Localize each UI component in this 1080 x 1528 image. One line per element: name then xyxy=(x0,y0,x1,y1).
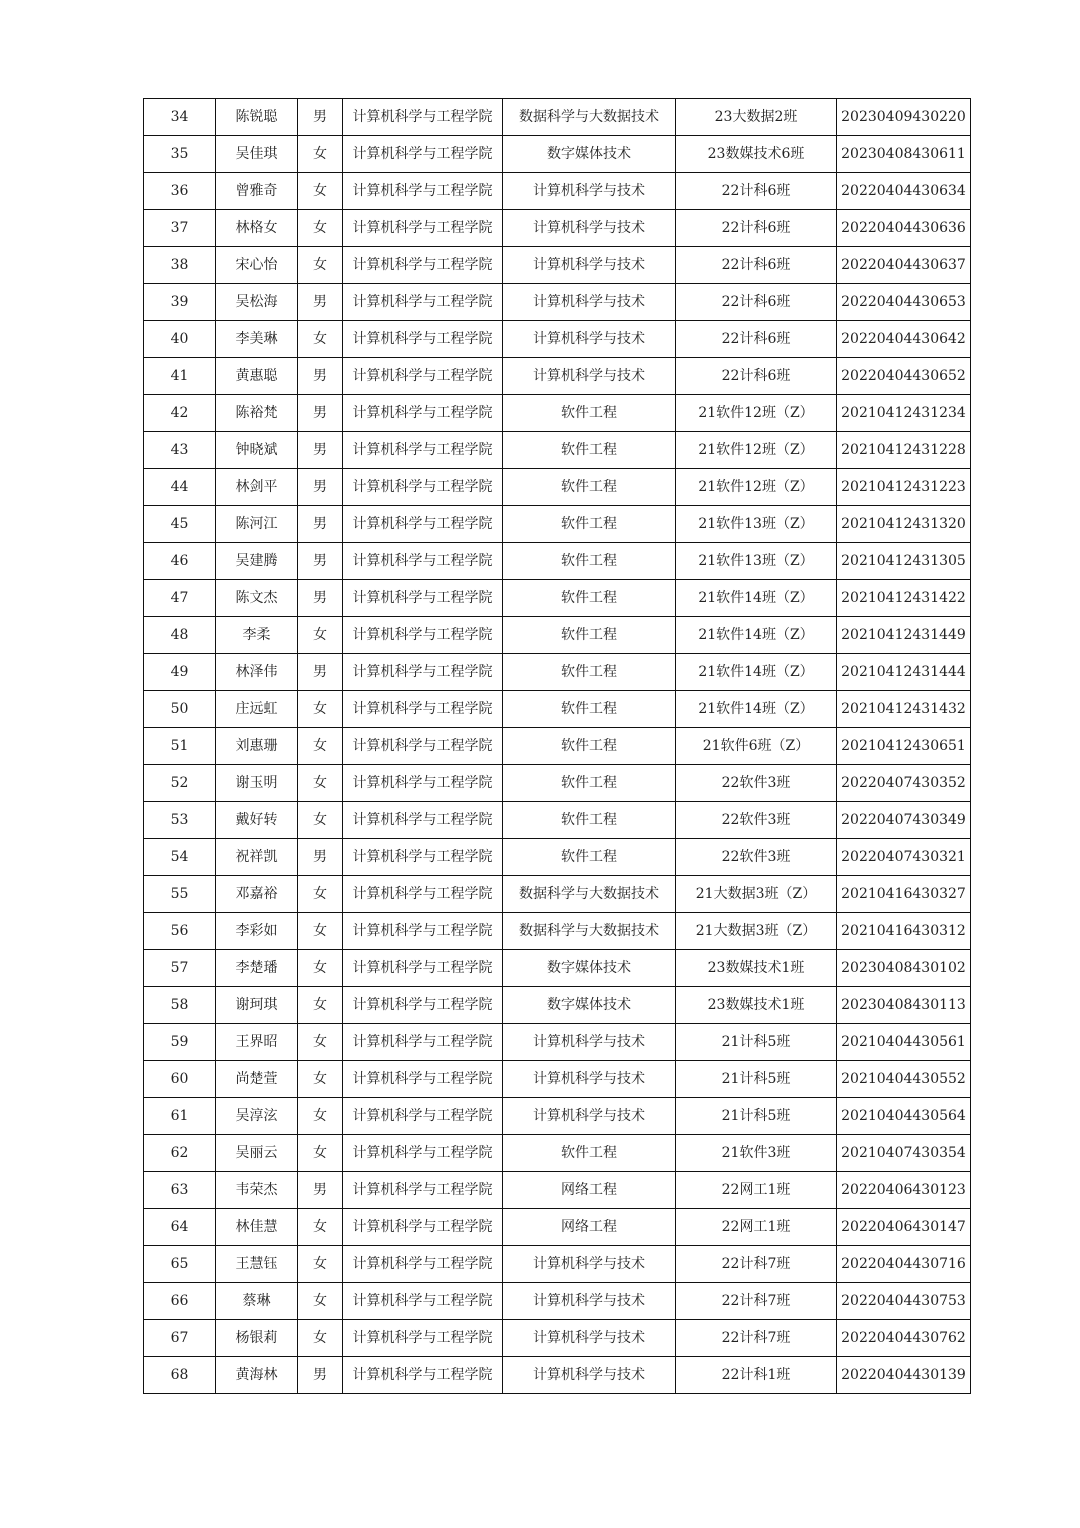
table-row xyxy=(144,210,971,247)
student-id-cell: 20210407430354 xyxy=(837,1135,971,1172)
gender-cell: 男 xyxy=(298,395,343,432)
class-name-cell: 22计科7班 xyxy=(676,1283,837,1320)
college-cell: 计算机科学与工程学院 xyxy=(343,136,503,173)
gender-cell: 男 xyxy=(298,469,343,506)
table-row xyxy=(144,802,971,839)
table-row xyxy=(144,691,971,728)
table-row xyxy=(144,1357,971,1394)
table-row xyxy=(144,728,971,765)
table-row xyxy=(144,580,971,617)
class-name-cell: 22计科7班 xyxy=(676,1320,837,1357)
student-name-cell: 林格女 xyxy=(216,210,298,247)
row-number-cell: 37 xyxy=(144,210,216,247)
major-cell: 软件工程 xyxy=(503,839,676,876)
table-row xyxy=(144,247,971,284)
gender-cell: 女 xyxy=(298,876,343,913)
row-number-cell: 64 xyxy=(144,1209,216,1246)
class-name-cell: 21大数据3班（Z） xyxy=(676,876,837,913)
class-name-cell: 21软件12班（Z） xyxy=(676,432,837,469)
row-number-cell: 54 xyxy=(144,839,216,876)
student-name-cell: 戴好转 xyxy=(216,802,298,839)
row-number-cell: 34 xyxy=(144,99,216,136)
class-name-cell: 22软件3班 xyxy=(676,765,837,802)
student-id-cell: 20220404430716 xyxy=(837,1246,971,1283)
major-cell: 软件工程 xyxy=(503,654,676,691)
student-id-cell: 20220404430139 xyxy=(837,1357,971,1394)
table-row xyxy=(144,876,971,913)
row-number-cell: 65 xyxy=(144,1246,216,1283)
table-row xyxy=(144,173,971,210)
row-number-cell: 40 xyxy=(144,321,216,358)
student-id-cell: 20220404430642 xyxy=(837,321,971,358)
row-number-cell: 67 xyxy=(144,1320,216,1357)
student-id-cell: 20210412431228 xyxy=(837,432,971,469)
class-name-cell: 22计科7班 xyxy=(676,1246,837,1283)
major-cell: 计算机科学与技术 xyxy=(503,247,676,284)
college-cell: 计算机科学与工程学院 xyxy=(343,1024,503,1061)
class-name-cell: 21计科5班 xyxy=(676,1024,837,1061)
row-number-cell: 43 xyxy=(144,432,216,469)
major-cell: 软件工程 xyxy=(503,617,676,654)
major-cell: 软件工程 xyxy=(503,395,676,432)
row-number-cell: 62 xyxy=(144,1135,216,1172)
student-name-cell: 李彩如 xyxy=(216,913,298,950)
gender-cell: 男 xyxy=(298,358,343,395)
table-row xyxy=(144,99,971,136)
student-id-cell: 20220404430634 xyxy=(837,173,971,210)
class-name-cell: 21软件12班（Z） xyxy=(676,395,837,432)
row-number-cell: 36 xyxy=(144,173,216,210)
major-cell: 计算机科学与技术 xyxy=(503,1283,676,1320)
row-number-cell: 53 xyxy=(144,802,216,839)
row-number-cell: 38 xyxy=(144,247,216,284)
student-name-cell: 王界昭 xyxy=(216,1024,298,1061)
table-row xyxy=(144,654,971,691)
college-cell: 计算机科学与工程学院 xyxy=(343,1320,503,1357)
student-id-cell: 20210412431432 xyxy=(837,691,971,728)
table-row xyxy=(144,913,971,950)
row-number-cell: 41 xyxy=(144,358,216,395)
student-name-cell: 曾雅奇 xyxy=(216,173,298,210)
class-name-cell: 22网工1班 xyxy=(676,1172,837,1209)
student-name-cell: 林剑平 xyxy=(216,469,298,506)
student-id-cell: 20230408430102 xyxy=(837,950,971,987)
student-id-cell: 20230409430220 xyxy=(837,99,971,136)
class-name-cell: 21软件13班（Z） xyxy=(676,543,837,580)
gender-cell: 女 xyxy=(298,1024,343,1061)
student-name-cell: 邓嘉裕 xyxy=(216,876,298,913)
major-cell: 数字媒体技术 xyxy=(503,136,676,173)
student-name-cell: 林泽伟 xyxy=(216,654,298,691)
student-name-cell: 陈文杰 xyxy=(216,580,298,617)
student-name-cell: 李柔 xyxy=(216,617,298,654)
class-name-cell: 22计科6班 xyxy=(676,358,837,395)
table-row xyxy=(144,358,971,395)
student-id-cell: 20210412431320 xyxy=(837,506,971,543)
gender-cell: 女 xyxy=(298,691,343,728)
row-number-cell: 52 xyxy=(144,765,216,802)
row-number-cell: 63 xyxy=(144,1172,216,1209)
table-row xyxy=(144,987,971,1024)
college-cell: 计算机科学与工程学院 xyxy=(343,432,503,469)
student-id-cell: 20210412430651 xyxy=(837,728,971,765)
table-row xyxy=(144,506,971,543)
gender-cell: 女 xyxy=(298,1320,343,1357)
student-id-cell: 20210416430312 xyxy=(837,913,971,950)
college-cell: 计算机科学与工程学院 xyxy=(343,1283,503,1320)
gender-cell: 女 xyxy=(298,987,343,1024)
major-cell: 计算机科学与技术 xyxy=(503,284,676,321)
class-name-cell: 22计科6班 xyxy=(676,247,837,284)
student-id-cell: 20220404430653 xyxy=(837,284,971,321)
class-name-cell: 22计科6班 xyxy=(676,210,837,247)
student-id-cell: 20210412431444 xyxy=(837,654,971,691)
row-number-cell: 48 xyxy=(144,617,216,654)
student-name-cell: 庄远虹 xyxy=(216,691,298,728)
student-name-cell: 韦荣杰 xyxy=(216,1172,298,1209)
row-number-cell: 42 xyxy=(144,395,216,432)
college-cell: 计算机科学与工程学院 xyxy=(343,617,503,654)
class-name-cell: 22计科6班 xyxy=(676,321,837,358)
student-id-cell: 20210412431234 xyxy=(837,395,971,432)
class-name-cell: 22计科1班 xyxy=(676,1357,837,1394)
college-cell: 计算机科学与工程学院 xyxy=(343,728,503,765)
row-number-cell: 45 xyxy=(144,506,216,543)
student-name-cell: 吴丽云 xyxy=(216,1135,298,1172)
table-row xyxy=(144,543,971,580)
major-cell: 数据科学与大数据技术 xyxy=(503,99,676,136)
table-row xyxy=(144,950,971,987)
student-name-cell: 王慧钰 xyxy=(216,1246,298,1283)
student-name-cell: 李美琳 xyxy=(216,321,298,358)
gender-cell: 女 xyxy=(298,617,343,654)
student-name-cell: 黄海林 xyxy=(216,1357,298,1394)
row-number-cell: 60 xyxy=(144,1061,216,1098)
table-row xyxy=(144,1135,971,1172)
college-cell: 计算机科学与工程学院 xyxy=(343,543,503,580)
row-number-cell: 61 xyxy=(144,1098,216,1135)
class-name-cell: 21软件6班（Z） xyxy=(676,728,837,765)
college-cell: 计算机科学与工程学院 xyxy=(343,839,503,876)
row-number-cell: 44 xyxy=(144,469,216,506)
major-cell: 计算机科学与技术 xyxy=(503,1024,676,1061)
gender-cell: 男 xyxy=(298,543,343,580)
student-name-cell: 宋心怡 xyxy=(216,247,298,284)
table-row xyxy=(144,1172,971,1209)
college-cell: 计算机科学与工程学院 xyxy=(343,321,503,358)
student-id-cell: 20220404430753 xyxy=(837,1283,971,1320)
college-cell: 计算机科学与工程学院 xyxy=(343,99,503,136)
major-cell: 数字媒体技术 xyxy=(503,950,676,987)
college-cell: 计算机科学与工程学院 xyxy=(343,395,503,432)
gender-cell: 女 xyxy=(298,728,343,765)
college-cell: 计算机科学与工程学院 xyxy=(343,1061,503,1098)
student-name-cell: 吴佳琪 xyxy=(216,136,298,173)
student-id-cell: 20220404430637 xyxy=(837,247,971,284)
student-id-cell: 20220404430762 xyxy=(837,1320,971,1357)
student-name-cell: 吴建腾 xyxy=(216,543,298,580)
table-row xyxy=(144,617,971,654)
college-cell: 计算机科学与工程学院 xyxy=(343,210,503,247)
gender-cell: 女 xyxy=(298,247,343,284)
major-cell: 软件工程 xyxy=(503,543,676,580)
student-name-cell: 祝祥凯 xyxy=(216,839,298,876)
student-id-cell: 20210412431422 xyxy=(837,580,971,617)
student-id-cell: 20220406430147 xyxy=(837,1209,971,1246)
college-cell: 计算机科学与工程学院 xyxy=(343,1172,503,1209)
class-name-cell: 22计科6班 xyxy=(676,173,837,210)
student-name-cell: 吴淳泫 xyxy=(216,1098,298,1135)
class-name-cell: 22计科6班 xyxy=(676,284,837,321)
student-id-cell: 20210412431223 xyxy=(837,469,971,506)
class-name-cell: 23数媒技术6班 xyxy=(676,136,837,173)
college-cell: 计算机科学与工程学院 xyxy=(343,1098,503,1135)
student-id-cell: 20220407430349 xyxy=(837,802,971,839)
student-id-cell: 20220404430636 xyxy=(837,210,971,247)
college-cell: 计算机科学与工程学院 xyxy=(343,1209,503,1246)
gender-cell: 女 xyxy=(298,173,343,210)
student-roster-table xyxy=(143,98,971,1394)
college-cell: 计算机科学与工程学院 xyxy=(343,987,503,1024)
table-row xyxy=(144,284,971,321)
gender-cell: 女 xyxy=(298,321,343,358)
table-row xyxy=(144,1098,971,1135)
gender-cell: 女 xyxy=(298,1246,343,1283)
student-name-cell: 陈河江 xyxy=(216,506,298,543)
college-cell: 计算机科学与工程学院 xyxy=(343,1135,503,1172)
major-cell: 软件工程 xyxy=(503,691,676,728)
major-cell: 软件工程 xyxy=(503,1135,676,1172)
major-cell: 计算机科学与技术 xyxy=(503,173,676,210)
table-row xyxy=(144,839,971,876)
row-number-cell: 68 xyxy=(144,1357,216,1394)
student-name-cell: 黄惠聪 xyxy=(216,358,298,395)
class-name-cell: 22软件3班 xyxy=(676,802,837,839)
major-cell: 软件工程 xyxy=(503,469,676,506)
gender-cell: 男 xyxy=(298,506,343,543)
table-row xyxy=(144,765,971,802)
college-cell: 计算机科学与工程学院 xyxy=(343,1357,503,1394)
student-id-cell: 20210404430564 xyxy=(837,1098,971,1135)
student-name-cell: 蔡琳 xyxy=(216,1283,298,1320)
major-cell: 计算机科学与技术 xyxy=(503,210,676,247)
student-name-cell: 钟晓斌 xyxy=(216,432,298,469)
gender-cell: 女 xyxy=(298,1061,343,1098)
college-cell: 计算机科学与工程学院 xyxy=(343,173,503,210)
college-cell: 计算机科学与工程学院 xyxy=(343,654,503,691)
gender-cell: 男 xyxy=(298,284,343,321)
class-name-cell: 23大数据2班 xyxy=(676,99,837,136)
row-number-cell: 46 xyxy=(144,543,216,580)
major-cell: 数字媒体技术 xyxy=(503,987,676,1024)
major-cell: 计算机科学与技术 xyxy=(503,1320,676,1357)
gender-cell: 女 xyxy=(298,210,343,247)
college-cell: 计算机科学与工程学院 xyxy=(343,580,503,617)
student-name-cell: 陈裕梵 xyxy=(216,395,298,432)
college-cell: 计算机科学与工程学院 xyxy=(343,765,503,802)
row-number-cell: 51 xyxy=(144,728,216,765)
student-id-cell: 20210404430552 xyxy=(837,1061,971,1098)
row-number-cell: 66 xyxy=(144,1283,216,1320)
major-cell: 软件工程 xyxy=(503,728,676,765)
student-id-cell: 20220407430321 xyxy=(837,839,971,876)
student-id-cell: 20220404430652 xyxy=(837,358,971,395)
major-cell: 软件工程 xyxy=(503,432,676,469)
gender-cell: 女 xyxy=(298,1283,343,1320)
table-row xyxy=(144,136,971,173)
class-name-cell: 21软件12班（Z） xyxy=(676,469,837,506)
class-name-cell: 21大数据3班（Z） xyxy=(676,913,837,950)
major-cell: 计算机科学与技术 xyxy=(503,358,676,395)
major-cell: 计算机科学与技术 xyxy=(503,1357,676,1394)
college-cell: 计算机科学与工程学院 xyxy=(343,469,503,506)
major-cell: 软件工程 xyxy=(503,506,676,543)
class-name-cell: 23数媒技术1班 xyxy=(676,987,837,1024)
gender-cell: 女 xyxy=(298,1135,343,1172)
class-name-cell: 21计科5班 xyxy=(676,1061,837,1098)
gender-cell: 男 xyxy=(298,580,343,617)
gender-cell: 男 xyxy=(298,99,343,136)
gender-cell: 男 xyxy=(298,839,343,876)
student-id-cell: 20220406430123 xyxy=(837,1172,971,1209)
college-cell: 计算机科学与工程学院 xyxy=(343,913,503,950)
major-cell: 数据科学与大数据技术 xyxy=(503,913,676,950)
college-cell: 计算机科学与工程学院 xyxy=(343,284,503,321)
gender-cell: 男 xyxy=(298,1357,343,1394)
student-name-cell: 谢珂琪 xyxy=(216,987,298,1024)
major-cell: 软件工程 xyxy=(503,802,676,839)
major-cell: 软件工程 xyxy=(503,765,676,802)
major-cell: 网络工程 xyxy=(503,1209,676,1246)
row-number-cell: 47 xyxy=(144,580,216,617)
class-name-cell: 21软件14班（Z） xyxy=(676,654,837,691)
major-cell: 软件工程 xyxy=(503,580,676,617)
student-name-cell: 林佳慧 xyxy=(216,1209,298,1246)
table-row xyxy=(144,1024,971,1061)
row-number-cell: 58 xyxy=(144,987,216,1024)
major-cell: 计算机科学与技术 xyxy=(503,1098,676,1135)
gender-cell: 女 xyxy=(298,913,343,950)
major-cell: 数据科学与大数据技术 xyxy=(503,876,676,913)
student-id-cell: 20230408430611 xyxy=(837,136,971,173)
college-cell: 计算机科学与工程学院 xyxy=(343,876,503,913)
student-id-cell: 20230408430113 xyxy=(837,987,971,1024)
table-row xyxy=(144,1061,971,1098)
student-name-cell: 李楚璠 xyxy=(216,950,298,987)
gender-cell: 男 xyxy=(298,654,343,691)
gender-cell: 女 xyxy=(298,765,343,802)
student-id-cell: 20210404430561 xyxy=(837,1024,971,1061)
college-cell: 计算机科学与工程学院 xyxy=(343,691,503,728)
row-number-cell: 50 xyxy=(144,691,216,728)
class-name-cell: 21软件14班（Z） xyxy=(676,580,837,617)
major-cell: 计算机科学与技术 xyxy=(503,1061,676,1098)
row-number-cell: 55 xyxy=(144,876,216,913)
table-row xyxy=(144,1246,971,1283)
gender-cell: 女 xyxy=(298,802,343,839)
table-row xyxy=(144,321,971,358)
gender-cell: 男 xyxy=(298,432,343,469)
gender-cell: 女 xyxy=(298,136,343,173)
row-number-cell: 49 xyxy=(144,654,216,691)
student-id-cell: 20210416430327 xyxy=(837,876,971,913)
table-row xyxy=(144,432,971,469)
student-name-cell: 陈锐聪 xyxy=(216,99,298,136)
gender-cell: 女 xyxy=(298,1098,343,1135)
student-id-cell: 20210412431305 xyxy=(837,543,971,580)
table-row xyxy=(144,395,971,432)
major-cell: 计算机科学与技术 xyxy=(503,1246,676,1283)
student-name-cell: 尚楚萱 xyxy=(216,1061,298,1098)
student-name-cell: 谢玉明 xyxy=(216,765,298,802)
college-cell: 计算机科学与工程学院 xyxy=(343,247,503,284)
row-number-cell: 57 xyxy=(144,950,216,987)
class-name-cell: 21计科5班 xyxy=(676,1098,837,1135)
class-name-cell: 22软件3班 xyxy=(676,839,837,876)
college-cell: 计算机科学与工程学院 xyxy=(343,950,503,987)
student-name-cell: 吴松海 xyxy=(216,284,298,321)
college-cell: 计算机科学与工程学院 xyxy=(343,802,503,839)
student-id-cell: 20210412431449 xyxy=(837,617,971,654)
student-id-cell: 20220407430352 xyxy=(837,765,971,802)
gender-cell: 女 xyxy=(298,950,343,987)
row-number-cell: 35 xyxy=(144,136,216,173)
major-cell: 计算机科学与技术 xyxy=(503,321,676,358)
class-name-cell: 23数媒技术1班 xyxy=(676,950,837,987)
class-name-cell: 21软件14班（Z） xyxy=(676,617,837,654)
major-cell: 网络工程 xyxy=(503,1172,676,1209)
college-cell: 计算机科学与工程学院 xyxy=(343,1246,503,1283)
student-name-cell: 刘惠珊 xyxy=(216,728,298,765)
table-row xyxy=(144,1283,971,1320)
gender-cell: 女 xyxy=(298,1209,343,1246)
table-row xyxy=(144,1209,971,1246)
row-number-cell: 56 xyxy=(144,913,216,950)
table-row xyxy=(144,1320,971,1357)
roster-body xyxy=(144,99,971,1394)
gender-cell: 男 xyxy=(298,1172,343,1209)
student-name-cell: 杨银莉 xyxy=(216,1320,298,1357)
class-name-cell: 21软件13班（Z） xyxy=(676,506,837,543)
class-name-cell: 22网工1班 xyxy=(676,1209,837,1246)
table-row xyxy=(144,469,971,506)
college-cell: 计算机科学与工程学院 xyxy=(343,506,503,543)
row-number-cell: 39 xyxy=(144,284,216,321)
class-name-cell: 21软件3班 xyxy=(676,1135,837,1172)
row-number-cell: 59 xyxy=(144,1024,216,1061)
class-name-cell: 21软件14班（Z） xyxy=(676,691,837,728)
college-cell: 计算机科学与工程学院 xyxy=(343,358,503,395)
